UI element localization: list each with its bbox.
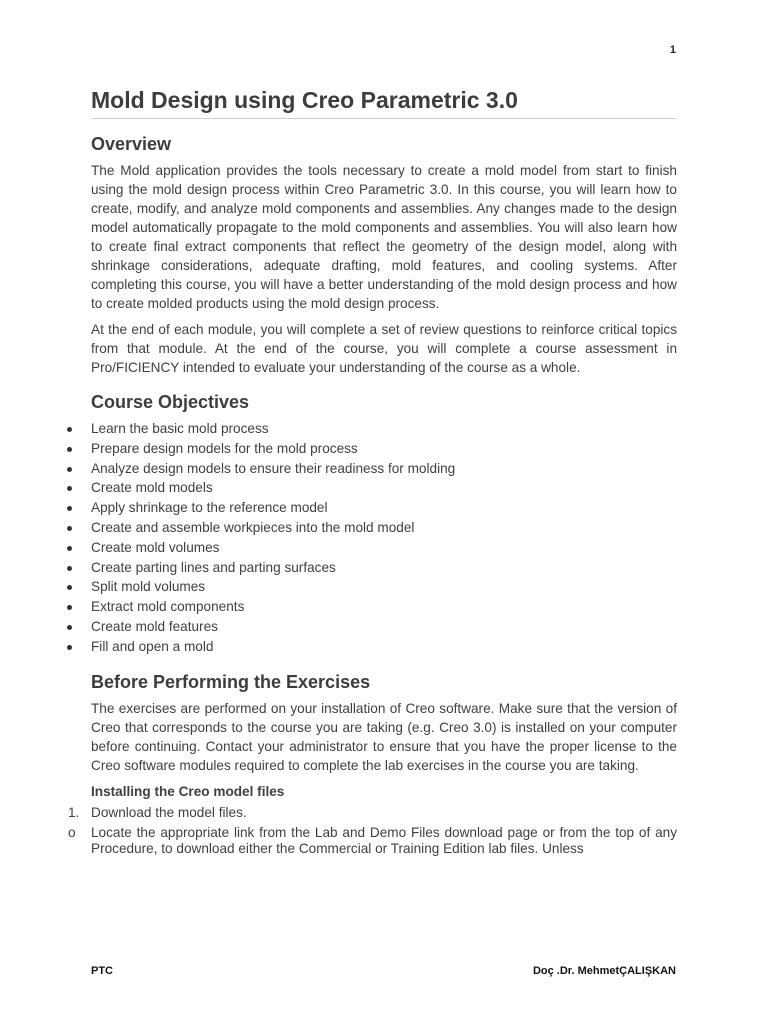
page-number: 1 (669, 44, 676, 56)
bullet-icon (67, 486, 72, 491)
install-steps (68, 804, 677, 857)
exercises-paragraph: The exercises are performed on your installation of Creo software. Make sure that the version of Creo that corresponds to the course you are taking (e.g. Creo 3.0) is installed on your computer before continuing. Contact your administrator to ensure that you have the proper license to the Creo software modules required to complete the lab exercises in the course you are taking. (91, 700, 677, 773)
bullet-icon (67, 645, 72, 650)
list-item: Create and assemble workpieces into the mold model (91, 518, 677, 538)
list-item: Create mold features (91, 617, 677, 637)
bullet-icon (67, 625, 72, 630)
bullet-icon (67, 605, 72, 610)
list-item: Apply shrinkage to the reference model (91, 498, 677, 518)
document-title: Mold Design using Creo Parametric 3.0 (91, 86, 677, 119)
overview-paragraph-1: The Mold application provides the tools necessary to create a mold model from start to finish using the mold design process within Creo Parametric 3.0. In this course, you will learn how to create, modify, and analyze mold components and assemblies. Any changes made to the design model automatically propagate to the mold components and assemblies. You will also learn how to create final extract components that reflect the geometry of the design model, along with shrinkage considerations, adequate drafting, mold features, and cooling systems. After completing this course, you will have a better understanding of the mold design process and how to create molded products using the mold design process. (91, 163, 677, 311)
objectives-list (91, 419, 677, 657)
list-item: Fill and open a mold (91, 637, 677, 657)
exercises-heading: Before Performing the Exercises (91, 671, 371, 692)
bullet-icon (67, 447, 72, 452)
list-item: Create mold volumes (91, 538, 677, 558)
bullet-icon (67, 585, 72, 590)
step-marker: o (68, 824, 76, 840)
overview-paragraph-2: At the end of each module, you will complete a set of review questions to reinforce critical topics from that module. At the end of the course, you will complete a course assessment in Pro/FICIENCY intended to evaluate your understanding of the course as a whole. (91, 322, 677, 375)
objectives-heading: Course Objectives (91, 392, 250, 412)
list-item: Create mold models (91, 478, 677, 498)
list-item: Extract mold components (91, 597, 677, 617)
footer-author: Doç .Dr. MehmetÇALIŞKAN (532, 965, 676, 977)
overview-heading: Overview (91, 134, 172, 154)
step-item: o Locate the appropriate link from the Lab and Demo Files download page or from the top of any Procedure, to download either the Commercial or Training Edition lab files. Unless (68, 824, 677, 856)
list-item: Analyze design models to ensure their readiness for molding (91, 459, 677, 479)
list-item: Learn the basic mold process (91, 419, 677, 439)
bullet-icon (67, 546, 72, 551)
footer-company: PTC (91, 965, 113, 977)
list-item: Prepare design models for the mold process (91, 439, 677, 459)
document-body (68, 86, 677, 861)
bullet-icon (67, 427, 72, 432)
bullet-icon (67, 506, 72, 511)
bullet-icon (67, 467, 72, 472)
bullet-icon (67, 566, 72, 571)
list-item: Split mold volumes (91, 577, 677, 597)
install-subheading: Installing the Creo model files (91, 783, 285, 799)
step-item: 1. Download the model files. (68, 804, 247, 820)
bullet-icon (67, 526, 72, 531)
step-marker: 1. (68, 804, 80, 820)
list-item: Create parting lines and parting surfaces (91, 558, 677, 578)
